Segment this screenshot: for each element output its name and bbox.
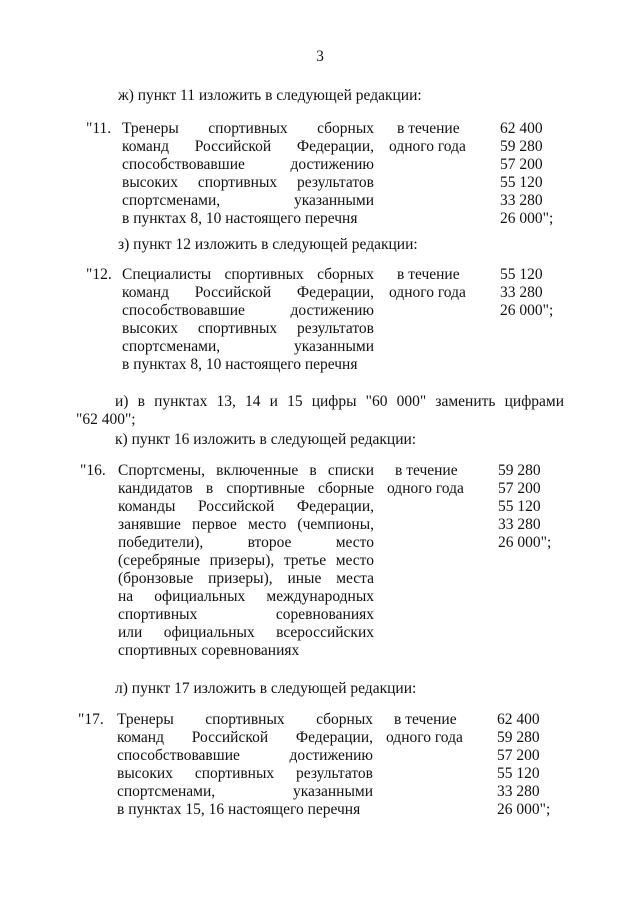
item-17-amount: 59 280 (497, 729, 540, 746)
item-number-16: "16. (80, 462, 106, 479)
item-17-amount: 57 200 (497, 747, 540, 764)
item-11-desc-line: команд Российской Федерации, (122, 138, 374, 155)
item-number-11: "11. (86, 120, 112, 137)
section-intro-i-cont: "62 400"; (76, 411, 136, 428)
item-11-amount: 33 280 (500, 192, 543, 209)
item-11-period: в течение (397, 120, 460, 137)
item-11-desc-line: высоких спортивных результатов (122, 174, 374, 191)
item-16-desc-line: кандидатов в спортивные сборные (118, 480, 374, 497)
item-number-12: "12. (86, 266, 112, 283)
item-17-period: в течение (394, 711, 457, 728)
item-16-desc-line: (бронзовые призеры), иные места (118, 570, 374, 587)
item-16-amount: 33 280 (498, 516, 541, 533)
item-16-desc-line: Спортсмены, включенные в списки (118, 462, 374, 479)
item-12-period: в течение (397, 266, 460, 283)
item-11-amount: 26 000"; (500, 210, 554, 227)
item-16-period: в течение (395, 462, 458, 479)
item-11-amount: 57 200 (500, 156, 543, 173)
item-11-amount: 59 280 (500, 138, 543, 155)
item-17-amount: 62 400 (497, 711, 540, 728)
item-16-desc-line: занявшие первое место (чемпионы, (118, 516, 374, 533)
item-16-amount: 59 280 (498, 462, 541, 479)
item-17-desc-line: в пунктах 15, 16 настоящего перечня (117, 801, 361, 818)
item-12-desc-line: высоких спортивных результатов (122, 320, 374, 337)
item-17-period: одного года (386, 729, 463, 746)
item-17-amount: 26 000"; (497, 801, 551, 818)
item-11-amount: 55 120 (500, 174, 543, 191)
item-16-period: одного года (387, 480, 464, 497)
item-12-period: одного года (389, 284, 466, 301)
item-12-desc-line: Специалисты спортивных сборных (122, 266, 374, 283)
item-12-amount: 33 280 (500, 284, 543, 301)
item-12-desc-line: команд Российской Федерации, (122, 284, 374, 301)
item-16-amount: 55 120 (498, 498, 541, 515)
item-11-desc-line: Тренеры спортивных сборных (122, 120, 374, 137)
item-12-amount: 55 120 (500, 266, 543, 283)
item-16-desc-line: победители), второе место (118, 534, 374, 551)
item-16-amount: 57 200 (498, 480, 541, 497)
section-intro-z: з) пункт 12 изложить в следующей редакции: (118, 236, 418, 253)
item-17-desc-line: способствовавшие достижению (117, 747, 373, 764)
section-intro-zh: ж) пункт 11 изложить в следующей редакции: (118, 87, 422, 104)
item-17-desc-line: Тренеры спортивных сборных (117, 711, 373, 728)
item-11-desc-line: спортсменами, указанными (122, 192, 374, 209)
item-17-amount: 55 120 (497, 765, 540, 782)
section-intro-i: и) в пунктах 13, 14 и 15 цифры "60 000" заменить цифрами (115, 393, 564, 410)
item-12-desc-line: спортсменами, указанными (122, 338, 374, 355)
item-16-desc-line: на официальных международных (118, 588, 374, 605)
item-number-17: "17. (78, 711, 104, 728)
item-17-desc-line: спортсменами, указанными (117, 783, 373, 800)
item-16-desc-line: или официальных всероссийских (118, 624, 374, 641)
item-11-desc-line: способствовавшие достижению (122, 156, 374, 173)
item-11-amount: 62 400 (500, 120, 543, 137)
item-16-desc-line: спортивных соревнованиях (118, 642, 300, 659)
item-16-amount: 26 000"; (498, 534, 552, 551)
section-intro-l: л) пункт 17 изложить в следующей редакции: (115, 680, 417, 697)
item-17-amount: 33 280 (497, 783, 540, 800)
page-number: 3 (316, 48, 324, 65)
item-11-period: одного года (389, 138, 466, 155)
item-11-desc-line: в пунктах 8, 10 настоящего перечня (122, 210, 358, 227)
item-16-desc-line: команды Российской Федерации, (118, 498, 374, 515)
item-16-desc-line: (серебряные призеры), третье место (118, 552, 374, 569)
item-12-amount: 26 000"; (500, 302, 554, 319)
item-17-desc-line: высоких спортивных результатов (117, 765, 373, 782)
section-intro-k: к) пункт 16 изложить в следующей редакции: (115, 431, 417, 448)
item-17-desc-line: команд Российской Федерации, (117, 729, 373, 746)
item-16-desc-line: спортивных соревнованиях (118, 606, 374, 623)
item-12-desc-line: в пунктах 8, 10 настоящего перечня (122, 356, 358, 373)
item-12-desc-line: способствовавшие достижению (122, 302, 374, 319)
